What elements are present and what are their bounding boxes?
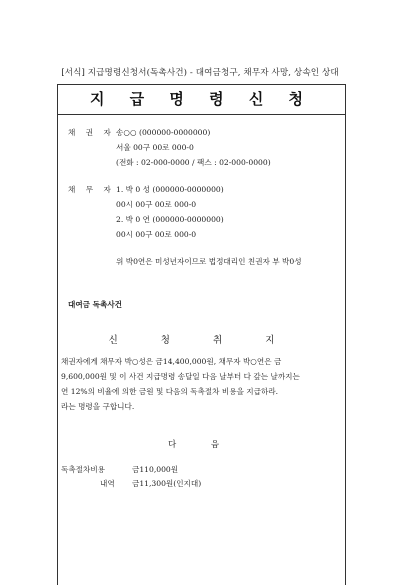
debtor-2-name: 2. 박 0 연 (000000-0000000) (116, 215, 224, 224)
creditor-name: 송○○ (000000-0000000) (116, 128, 211, 137)
purpose-line-3: 연 12%의 비율에 의한 금원 및 다음의 독촉절차 비용을 지급하라. (61, 387, 279, 396)
costs-detail-label: 내역 (100, 479, 115, 488)
costs-detail-value: 금11,300원(인지대) (132, 479, 202, 488)
debtor-1-address: 00시 00구 00로 000-0 (116, 200, 197, 209)
purpose-line-2: 9,600,000원 및 이 사건 지급명령 송달일 다음 날부터 다 갚는 날까지는 (61, 372, 300, 381)
case-name: 대여금 독촉사건 (68, 300, 122, 309)
purpose-line-1: 채권자에게 채무자 박○성은 금14,400,000원, 채무자 박○연은 금 (61, 357, 282, 366)
document-frame (57, 84, 346, 585)
purpose-line-4: 라는 명령을 구합니다. (61, 402, 135, 411)
document-title: 지 급 명 령 신 청 (58, 85, 345, 115)
debtor-1-name: 1. 박 0 성 (000000-0000000) (116, 185, 224, 194)
debtor-note: 위 박0연은 미성년자이므로 법정대리인 친권자 부 박0성 (116, 257, 302, 266)
costs-value: 금110,000원 (132, 465, 179, 474)
creditor-label: 채 권 자 (68, 128, 115, 137)
debtor-2-address: 00시 00구 00로 000-0 (116, 230, 197, 239)
purpose-heading: 신 청 취 지 (108, 335, 295, 346)
costs-label: 독촉절차비용 (61, 465, 106, 474)
creditor-address: 서울 00구 00로 000-0 (116, 143, 194, 152)
form-caption: [서식] 지급명령신청서(독촉사건) - 대여금청구, 채무자 사망, 상속인 상대 (61, 68, 339, 78)
creditor-contact: (전화 : 02-000-0000 / 팩스 : 02-000-0000) (116, 158, 271, 167)
next-heading: 다 음 (167, 440, 236, 450)
debtor-label: 채 무 자 (68, 185, 115, 194)
